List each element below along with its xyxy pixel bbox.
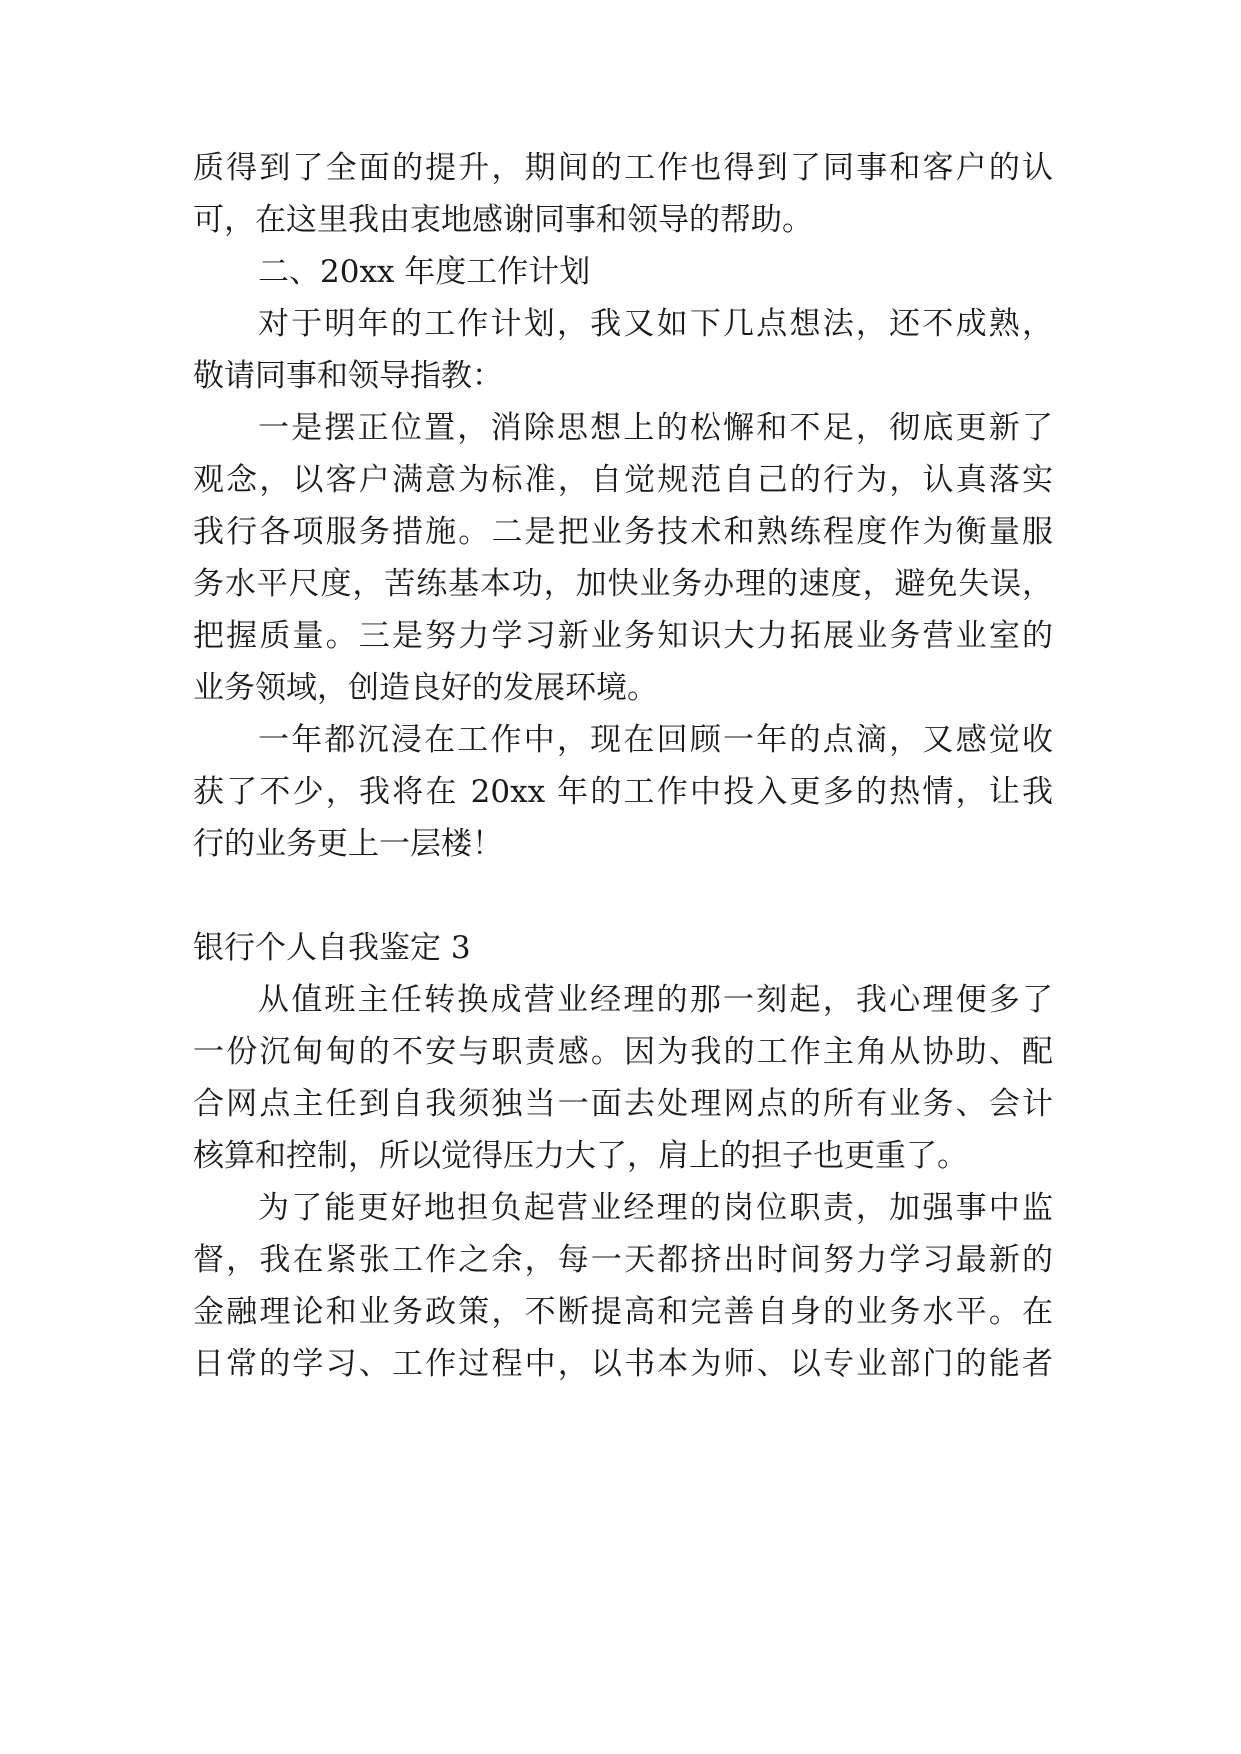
paragraph-line: 我行各项服务措施。二是把业务技术和熟练程度作为衡量服 xyxy=(193,514,1053,550)
paragraph-line: 一年都沉浸在工作中，现在回顾一年的点滴，又感觉收 xyxy=(258,722,1053,758)
paragraph-line: 为了能更好地担负起营业经理的岗位职责，加强事中监 xyxy=(258,1190,1053,1226)
paragraph-line: 敬请同事和领导指教： xyxy=(193,358,503,394)
paragraph-line: 督，我在紧张工作之余，每一天都挤出时间努力学习最新的 xyxy=(193,1242,1053,1278)
paragraph-line: 日常的学习、工作过程中，以书本为师、以专业部门的能者 xyxy=(193,1346,1053,1382)
paragraph-line: 质得到了全面的提升，期间的工作也得到了同事和客户的认 xyxy=(193,150,1053,186)
section-title: 银行个人自我鉴定 3 xyxy=(193,930,471,966)
paragraph-line: 观念，以客户满意为标准，自觉规范自己的行为，认真落实 xyxy=(193,462,1053,498)
paragraph-line: 核算和控制，所以觉得压力大了，肩上的担子也更重了。 xyxy=(193,1138,968,1174)
paragraph-line: 对于明年的工作计划，我又如下几点想法，还不成熟， xyxy=(258,306,1053,342)
paragraph-line: 获了不少，我将在 20xx 年的工作中投入更多的热情，让我 xyxy=(193,774,1053,810)
paragraph-line: 合网点主任到自我须独当一面去处理网点的所有业务、会计 xyxy=(193,1086,1053,1122)
paragraph-line: 可，在这里我由衷地感谢同事和领导的帮助。 xyxy=(193,202,813,238)
paragraph-line: 一是摆正位置，消除思想上的松懈和不足，彻底更新了 xyxy=(258,410,1053,446)
paragraph-line: 把握质量。三是努力学习新业务知识大力拓展业务营业室的 xyxy=(193,618,1053,654)
paragraph-line: 一份沉甸甸的不安与职责感。因为我的工作主角从协助、配 xyxy=(193,1034,1053,1070)
section-heading: 二、20xx 年度工作计划 xyxy=(258,254,591,290)
paragraph-line: 从值班主任转换成营业经理的那一刻起，我心理便多了 xyxy=(258,982,1053,1018)
paragraph-line: 金融理论和业务政策，不断提高和完善自身的业务水平。在 xyxy=(193,1294,1053,1330)
paragraph-line: 务水平尺度，苦练基本功，加快业务办理的速度，避免失误， xyxy=(193,566,1053,602)
paragraph-line: 业务领域，创造良好的发展环境。 xyxy=(193,670,658,706)
paragraph-line: 行的业务更上一层楼！ xyxy=(193,826,503,862)
